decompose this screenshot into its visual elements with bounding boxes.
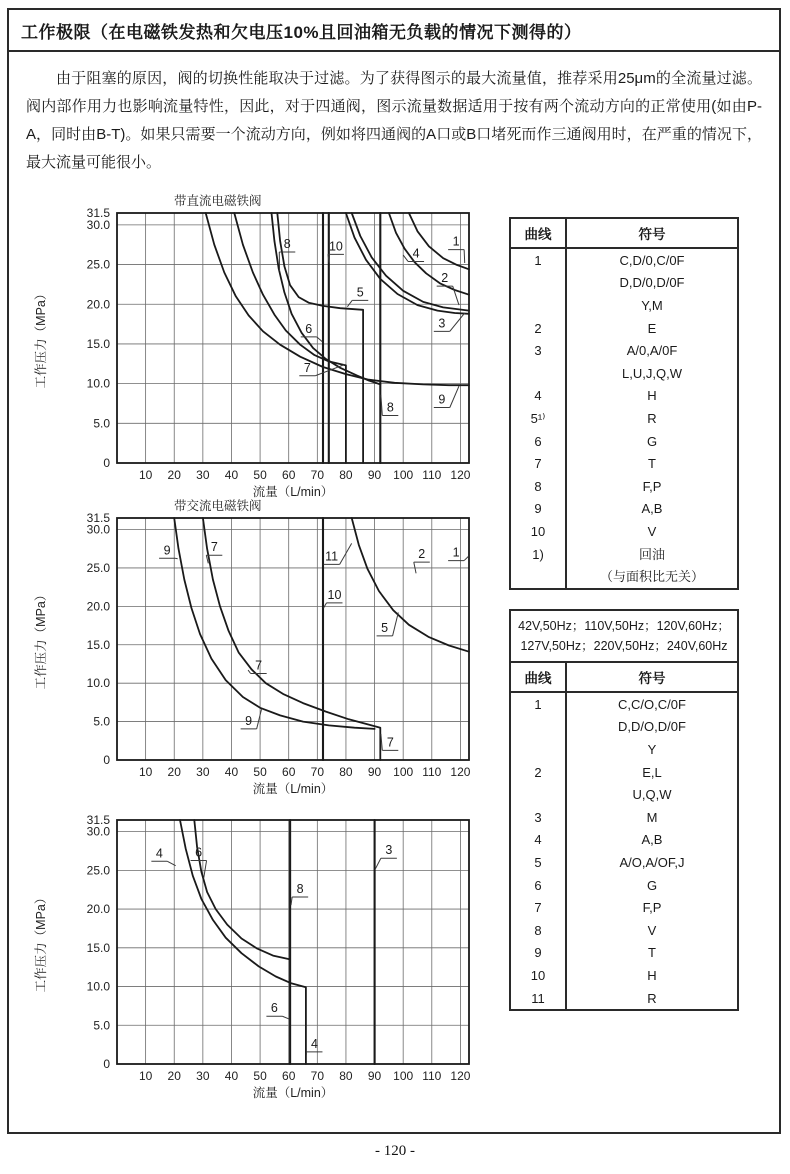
symbol-cell: （与面积比无关） — [599, 569, 704, 585]
svg-text:90: 90 — [367, 468, 382, 482]
svg-text:80: 80 — [339, 468, 353, 482]
table-row — [511, 783, 737, 806]
svg-text:20.0: 20.0 — [86, 599, 110, 614]
curve-label-9: 9 — [438, 392, 446, 407]
symbol-cell: C,D/0,C/0F — [619, 252, 685, 268]
table-row — [511, 362, 737, 385]
curve-label-9: 9 — [245, 713, 253, 728]
table-row — [511, 964, 737, 987]
svg-text:80: 80 — [339, 1069, 353, 1083]
curve-label-5: 5 — [381, 620, 389, 635]
symbol-cell: C,C/O,C/0F — [618, 696, 686, 712]
curve-number-cell — [511, 294, 566, 317]
curve-label-8: 8 — [386, 400, 394, 415]
x-axis-ticks — [139, 1069, 471, 1083]
curve-number-cell — [511, 565, 566, 588]
table-row — [511, 407, 737, 430]
table-row — [511, 851, 737, 874]
curve-number-cell: 5¹⁾ — [511, 407, 566, 430]
svg-text:50: 50 — [253, 468, 267, 482]
svg-text:30.0: 30.0 — [86, 217, 110, 232]
svg-text:70: 70 — [310, 1069, 325, 1083]
svg-text:50: 50 — [253, 1069, 267, 1083]
svg-text:0: 0 — [103, 456, 110, 470]
page-frame — [7, 8, 781, 1134]
y-axis-title: 工作压力（MPa） — [34, 287, 48, 389]
svg-text:40: 40 — [224, 1069, 239, 1083]
page-number: - 120 - — [375, 1143, 415, 1159]
x-axis-title: 流量（L/min） — [252, 1086, 334, 1100]
svg-text:0: 0 — [103, 753, 110, 767]
svg-text:15.0: 15.0 — [86, 336, 110, 351]
curve-number-cell: 6 — [511, 430, 566, 453]
svg-text:40: 40 — [224, 765, 239, 779]
curve-label-10: 10 — [328, 239, 343, 254]
curve-number-cell: 11 — [511, 987, 566, 1010]
svg-text:0: 0 — [103, 1057, 110, 1071]
curve-number-cell: 9 — [511, 498, 566, 521]
curve-label-10: 10 — [327, 587, 342, 602]
svg-text:15.0: 15.0 — [86, 637, 110, 652]
svg-text:30: 30 — [196, 1069, 210, 1083]
y-axis-ticks — [87, 813, 111, 1071]
curves — [180, 820, 375, 1064]
curve-symbol-table — [511, 219, 737, 588]
chart-ac-solenoid-valve — [29, 498, 499, 800]
curve-label-7: 7 — [255, 658, 263, 673]
curve-label-7: 7 — [210, 540, 218, 555]
symbol-cell: Y,M — [641, 297, 663, 313]
table-row — [511, 565, 737, 588]
curve-number-cell: 8 — [511, 919, 566, 942]
svg-text:31.5: 31.5 — [86, 813, 110, 827]
table-row — [511, 498, 737, 521]
symbol-cell: F,P — [642, 478, 662, 494]
table-row — [511, 987, 737, 1010]
svg-text:110: 110 — [422, 765, 442, 779]
table-row — [511, 317, 737, 340]
curve-number-cell: 4 — [511, 385, 566, 408]
svg-text:10: 10 — [138, 1069, 153, 1083]
svg-text:120: 120 — [450, 468, 471, 482]
table-row — [511, 942, 737, 965]
table-header-cell: 符号 — [566, 663, 737, 692]
table-row — [511, 294, 737, 317]
curve-label-1: 1 — [452, 234, 460, 249]
curve-label-9: 9 — [163, 543, 171, 558]
curve-label-6: 6 — [270, 1001, 278, 1016]
svg-text:60: 60 — [282, 1069, 296, 1083]
x-axis-ticks — [139, 765, 471, 779]
curve-number-cell: 9 — [511, 942, 566, 965]
svg-text:31.5: 31.5 — [86, 206, 110, 220]
table-row — [511, 520, 737, 543]
curve-number-cell: 3 — [511, 339, 566, 362]
curve-number-cell: 5 — [511, 851, 566, 874]
grid — [117, 820, 469, 1064]
curve-label-8: 8 — [283, 236, 291, 251]
voltage-note-line: 127V,50Hz；220V,50Hz；240V,60Hz — [520, 639, 728, 653]
symbol-cell: R — [647, 990, 657, 1006]
svg-text:10.0: 10.0 — [86, 979, 110, 994]
symbol-cell: G — [646, 877, 658, 893]
svg-text:31.5: 31.5 — [86, 511, 110, 525]
svg-text:20.0: 20.0 — [86, 902, 110, 917]
svg-text:10: 10 — [138, 765, 153, 779]
curve-number-cell — [511, 362, 566, 385]
table-header-cell: 曲线 — [511, 219, 566, 248]
curve-number-cell: 8 — [511, 475, 566, 498]
curve-symbol-table — [511, 663, 737, 1009]
table-row — [511, 874, 737, 897]
curve-3 — [346, 213, 469, 314]
svg-text:30.0: 30.0 — [86, 522, 110, 537]
symbol-cell: G — [646, 433, 658, 449]
chart-title: 带直流电磁铁阀 — [174, 194, 262, 208]
svg-text:70: 70 — [310, 468, 325, 482]
curve-label-4: 4 — [412, 246, 420, 261]
svg-text:30.0: 30.0 — [86, 824, 110, 839]
curve-label-4: 4 — [310, 1036, 318, 1051]
symbol-cell: M — [646, 809, 658, 825]
svg-text:20: 20 — [167, 468, 181, 482]
curve-labels — [151, 843, 397, 1054]
section-title-bar — [9, 10, 779, 52]
curve-7 — [203, 518, 380, 760]
x-axis-title: 流量（L/min） — [252, 485, 334, 499]
x-axis-title: 流量（L/min） — [252, 782, 334, 796]
curve-label-1: 1 — [452, 545, 460, 560]
symbol-cell: V — [647, 922, 657, 938]
symbol-cell: 回油 — [638, 546, 665, 562]
symbol-cell: H — [647, 388, 657, 404]
curve-11,5 — [352, 518, 469, 652]
symbol-cell: E,L — [642, 764, 662, 780]
symbol-cell: A/O,A/OF,J — [619, 854, 685, 870]
curve-number-cell: 7 — [511, 452, 566, 475]
curve-number-cell — [511, 738, 566, 761]
curve-number-cell: 1 — [511, 692, 566, 716]
svg-text:30: 30 — [196, 765, 210, 779]
svg-text:5.0: 5.0 — [93, 1018, 110, 1033]
symbol-cell: L,U,J,Q,W — [622, 365, 682, 381]
symbol-table-ac — [509, 609, 739, 1011]
symbol-cell: U,Q,W — [632, 787, 672, 803]
svg-text:60: 60 — [282, 468, 296, 482]
table-row — [511, 896, 737, 919]
curve-number-cell — [511, 783, 566, 806]
svg-text:90: 90 — [367, 1069, 382, 1083]
curve-number-cell: 3 — [511, 806, 566, 829]
curve-number-cell: 10 — [511, 964, 566, 987]
svg-text:50: 50 — [253, 765, 267, 779]
curve-1 — [409, 213, 469, 269]
svg-text:60: 60 — [282, 765, 296, 779]
svg-text:110: 110 — [422, 468, 442, 482]
curve-number-cell: 10 — [511, 520, 566, 543]
curve-number-cell: 2 — [511, 761, 566, 784]
symbol-cell: Y — [647, 741, 657, 757]
svg-text:15.0: 15.0 — [86, 940, 110, 955]
table-row — [511, 430, 737, 453]
curve-number-cell — [511, 716, 566, 739]
symbol-cell: F,P — [642, 900, 662, 916]
chart-svg — [29, 193, 499, 503]
curve-label-3: 3 — [385, 843, 393, 858]
svg-text:20: 20 — [167, 1069, 181, 1083]
table-row — [511, 385, 737, 408]
symbol-cell: R — [647, 410, 657, 426]
svg-text:110: 110 — [422, 1069, 442, 1083]
table-row — [511, 761, 737, 784]
x-axis-ticks — [139, 468, 471, 482]
y-axis-ticks — [87, 511, 111, 767]
curve-number-cell — [511, 272, 566, 295]
table-row — [511, 829, 737, 852]
symbol-cell: A/0,A/0F — [626, 343, 678, 359]
table-header-cell: 曲线 — [511, 663, 566, 692]
curve-label-7: 7 — [303, 360, 311, 375]
symbol-cell: T — [648, 945, 656, 961]
curve-label-2: 2 — [418, 547, 426, 562]
chart-ac-solenoid-valve-2 — [29, 800, 499, 1104]
svg-text:70: 70 — [310, 765, 325, 779]
symbol-cell: T — [648, 456, 656, 472]
svg-text:80: 80 — [339, 765, 353, 779]
svg-text:30: 30 — [196, 468, 210, 482]
curve-label-6: 6 — [195, 845, 203, 860]
svg-text:25.0: 25.0 — [86, 863, 110, 878]
chart-title: 带交流电磁铁阀 — [174, 499, 262, 513]
intro-paragraph: 由于阻塞的原因，阀的切换性能取决于过滤。为了获得图示的最大流量值，推荐采用25μm的全流量过滤。阀内部作用力也影响流量特性，因此，对于四通阀，图示流量数据适用于按有两个流动方向的正常使用(如由P-A，同时由B-T)。如果只需要一个流动方向，例如将四通阀的A口或B口堵死而作三通阀用时，在严重的情况下，最大流量可能很小。 — [26, 70, 762, 171]
table-row — [511, 692, 737, 716]
table-row — [511, 248, 737, 272]
curve-labels — [279, 235, 464, 416]
table-row — [511, 475, 737, 498]
symbol-cell: V — [647, 523, 657, 539]
voltage-note — [511, 611, 737, 663]
y-axis-ticks — [87, 206, 111, 470]
svg-text:10.0: 10.0 — [86, 376, 110, 391]
curve-number-cell: 4 — [511, 829, 566, 852]
y-axis-title: 工作压力（MPa） — [34, 891, 48, 993]
table-header-cell: 符号 — [566, 219, 737, 248]
svg-text:100: 100 — [393, 1069, 414, 1083]
symbol-cell: A,B — [641, 501, 663, 517]
curve-number-cell: 1) — [511, 543, 566, 566]
curve-number-cell: 7 — [511, 896, 566, 919]
curve-label-3: 3 — [438, 316, 446, 331]
curve-label-6: 6 — [305, 321, 313, 336]
svg-text:120: 120 — [450, 1069, 471, 1083]
curve-label-4: 4 — [155, 846, 163, 861]
symbol-cell: A,B — [641, 832, 663, 848]
symbol-cell: D,D/O,D/0F — [618, 719, 686, 735]
table-row — [511, 716, 737, 739]
table-row — [511, 738, 737, 761]
intro-text-block — [9, 52, 779, 177]
symbol-table-dc — [509, 217, 739, 590]
curve-label-11: 11 — [325, 549, 339, 564]
table-row — [511, 919, 737, 942]
svg-text:5.0: 5.0 — [93, 714, 110, 729]
curve-number-cell: 2 — [511, 317, 566, 340]
svg-text:5.0: 5.0 — [93, 416, 110, 431]
svg-text:100: 100 — [393, 765, 414, 779]
curve-6 — [194, 820, 290, 959]
symbol-cell: H — [647, 967, 657, 983]
symbol-cell: D,D/0,D/0F — [619, 275, 685, 291]
curve-label-7: 7 — [386, 735, 394, 750]
svg-text:10: 10 — [138, 468, 153, 482]
svg-text:90: 90 — [367, 765, 382, 779]
svg-text:20.0: 20.0 — [86, 297, 110, 312]
table-row — [511, 806, 737, 829]
chart-svg — [29, 498, 499, 800]
page-title: 工作极限（在电磁铁发热和欠电压10%且回油箱无负载的情况下测得的） — [21, 23, 582, 42]
y-axis-title: 工作压力（MPa） — [34, 588, 48, 690]
table-row — [511, 452, 737, 475]
svg-text:100: 100 — [393, 468, 414, 482]
svg-text:20: 20 — [167, 765, 181, 779]
table-row — [511, 339, 737, 362]
symbol-cell: E — [647, 320, 657, 336]
svg-text:10.0: 10.0 — [86, 676, 110, 691]
curve-label-2: 2 — [441, 271, 449, 286]
table-row — [511, 272, 737, 295]
svg-text:40: 40 — [224, 468, 239, 482]
curve-number-cell: 6 — [511, 874, 566, 897]
plot-border — [117, 820, 469, 1064]
curve-label-8: 8 — [296, 881, 304, 896]
chart-svg — [29, 800, 499, 1104]
svg-text:120: 120 — [450, 765, 471, 779]
chart-dc-solenoid-valve — [29, 193, 499, 503]
curve-number-cell: 1 — [511, 248, 566, 272]
table-row — [511, 543, 737, 566]
svg-text:25.0: 25.0 — [86, 560, 110, 575]
svg-text:25.0: 25.0 — [86, 257, 110, 272]
curve-9 — [174, 518, 374, 729]
curve-label-5: 5 — [356, 285, 364, 300]
voltage-note-line: 42V,50Hz；110V,50Hz；120V,60Hz； — [518, 619, 730, 633]
